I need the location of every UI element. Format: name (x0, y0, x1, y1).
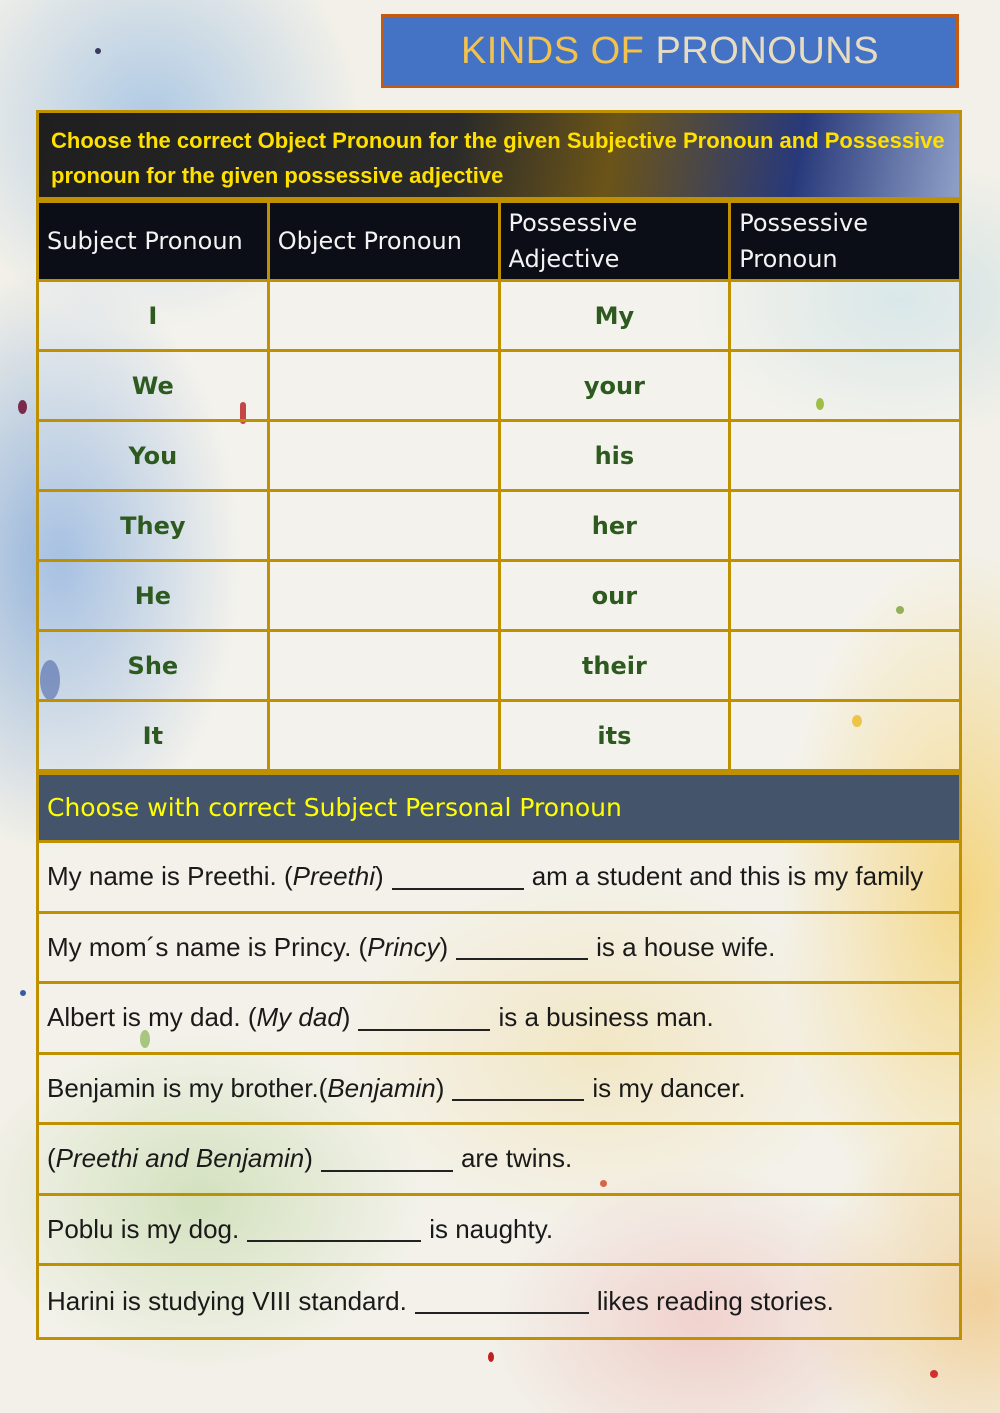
paint-speck (930, 1370, 938, 1378)
subject-pronoun-cell: We (38, 351, 269, 421)
sentence-text: Harini is studying VIII standard. (47, 1285, 407, 1316)
instruction-banner: Choose the correct Object Pronoun for the given Subjective Pronoun and Possessive pronoun for the given possessive adjective (36, 110, 962, 200)
possessive-adjective-cell: our (499, 561, 730, 631)
sentence-text: Poblu is my dog. (47, 1213, 240, 1244)
answer-blank[interactable] (452, 1075, 584, 1101)
subject-pronoun-cell: They (38, 491, 269, 561)
subject-pronoun-exercise (36, 772, 962, 1340)
exercise-sentence (39, 1055, 959, 1126)
answer-blank[interactable] (321, 1146, 453, 1172)
table-row (38, 701, 961, 771)
sentence-text: likes reading stories. (596, 1285, 834, 1316)
exercise-heading: Choose with correct Subject Personal Pronoun (39, 775, 959, 843)
sentence-text: My mom´s name is Princy. ( (47, 931, 368, 962)
object-pronoun-answer-cell[interactable] (268, 421, 499, 491)
paint-speck (488, 1352, 494, 1362)
paint-speck (20, 990, 26, 996)
exercise-sentence (39, 843, 959, 914)
object-pronoun-answer-cell[interactable] (268, 701, 499, 771)
sentence-text: are twins. (460, 1143, 573, 1174)
exercise-sentence (39, 1196, 959, 1267)
sentence-text: ) (304, 1143, 313, 1174)
possessive-pronoun-answer-cell[interactable] (730, 351, 961, 421)
possessive-adjective-cell: their (499, 631, 730, 701)
sentence-text: ( (47, 1143, 56, 1174)
possessive-pronoun-answer-cell[interactable] (730, 701, 961, 771)
header-object-pronoun: Object Pronoun (268, 202, 499, 281)
subject-pronoun-cell: I (38, 281, 269, 351)
pronoun-table (36, 200, 962, 772)
table-row (38, 491, 961, 561)
table-row (38, 561, 961, 631)
subject-pronoun-cell: She (38, 631, 269, 701)
table-row (38, 631, 961, 701)
answer-blank[interactable] (247, 1216, 421, 1242)
sentence-text: is naughty. (429, 1213, 554, 1244)
exercise-sentence (39, 1266, 959, 1337)
exercise-sentence (39, 1125, 959, 1196)
sentence-hint: Benjamin (327, 1072, 436, 1103)
subject-pronoun-cell: It (38, 701, 269, 771)
sentence-text: Benjamin is my brother.( (47, 1072, 328, 1103)
possessive-pronoun-answer-cell[interactable] (730, 561, 961, 631)
sentence-text: ) (341, 1002, 351, 1033)
sentence-text: am a student and this is my family (531, 861, 924, 892)
sentence-hint: Preethi and Benjamin (55, 1143, 305, 1174)
possessive-pronoun-answer-cell[interactable] (730, 631, 961, 701)
table-header-row (38, 202, 961, 281)
possessive-pronoun-answer-cell[interactable] (730, 281, 961, 351)
possessive-adjective-cell: My (499, 281, 730, 351)
answer-blank[interactable] (358, 1005, 490, 1031)
possessive-adjective-cell: her (499, 491, 730, 561)
header-possessive-pronoun: Possessive Pronoun (730, 202, 961, 281)
sentence-text: is my dancer. (592, 1072, 746, 1103)
answer-blank[interactable] (456, 934, 588, 960)
possessive-adjective-cell: your (499, 351, 730, 421)
possessive-adjective-cell: his (499, 421, 730, 491)
worksheet-title (381, 14, 959, 88)
sentence-text: ) (375, 861, 384, 892)
possessive-adjective-cell: its (499, 701, 730, 771)
object-pronoun-answer-cell[interactable] (268, 561, 499, 631)
object-pronoun-answer-cell[interactable] (268, 491, 499, 561)
object-pronoun-answer-cell[interactable] (268, 631, 499, 701)
sentence-hint: My dad (256, 1002, 342, 1033)
table-row (38, 281, 961, 351)
sentence-text: is a house wife. (596, 931, 776, 962)
paint-speck (18, 400, 27, 414)
exercise-sentence (39, 914, 959, 985)
sentence-hint: Princy (367, 931, 440, 962)
sentence-text: ) (435, 1072, 445, 1103)
object-pronoun-answer-cell[interactable] (268, 351, 499, 421)
sentence-text: My name is Preethi. ( (47, 861, 293, 892)
exercise-sentence (39, 984, 959, 1055)
possessive-pronoun-answer-cell[interactable] (730, 421, 961, 491)
header-subject-pronoun: Subject Pronoun (38, 202, 269, 281)
sentence-text: ) (439, 931, 449, 962)
table-row (38, 351, 961, 421)
object-pronoun-answer-cell[interactable] (268, 281, 499, 351)
subject-pronoun-cell: He (38, 561, 269, 631)
sentence-text: is a business man. (498, 1002, 714, 1033)
sentence-text: Albert is my dad. ( (47, 1002, 257, 1033)
title-part-2: PRONOUNS (655, 29, 880, 72)
possessive-pronoun-answer-cell[interactable] (730, 491, 961, 561)
answer-blank[interactable] (415, 1288, 589, 1314)
header-possessive-adjective: Possessive Adjective (499, 202, 730, 281)
title-part-1: KINDS OF (460, 29, 656, 72)
answer-blank[interactable] (392, 864, 524, 890)
table-row (38, 421, 961, 491)
paint-speck (95, 48, 101, 54)
sentence-hint: Preethi (292, 861, 376, 892)
subject-pronoun-cell: You (38, 421, 269, 491)
